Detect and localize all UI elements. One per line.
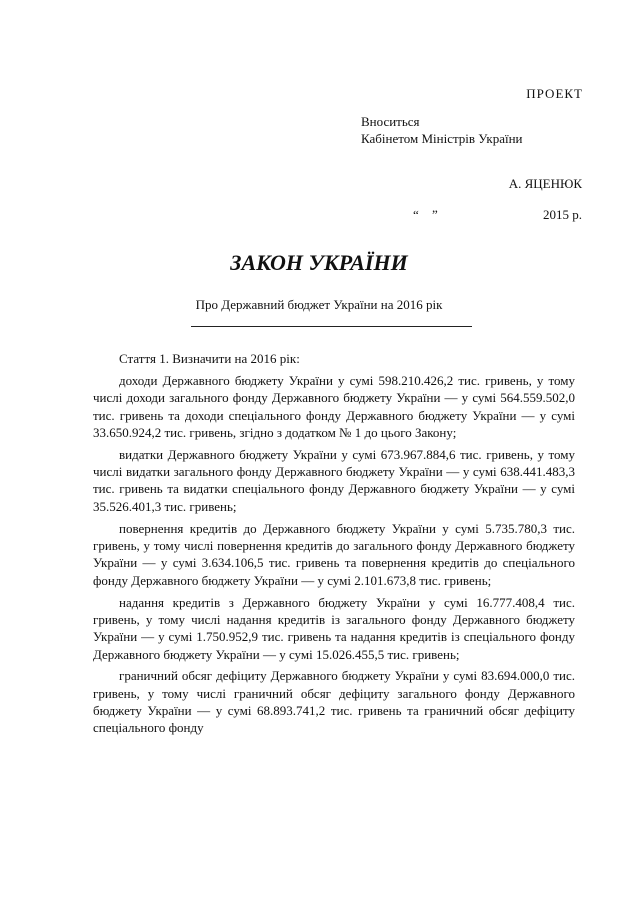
law-subtitle: Про Державний бюджет України на 2016 рік: [195, 297, 443, 312]
submitted-by-cabinet: Кабінетом Міністрів України: [361, 131, 523, 146]
paragraph-loan-repayments: повернення кредитів до Державного бюджету України у сумі 5.735.780,3 тис. гривень, у тому числі повернення кредитів до загального фонду Державного бюджету України — у сумі 3.634.106,5 тис. гривень та повернення кредитів до спеціального фонду Державного бюджету України — у сумі 2.101.673,8 тис. гривень;: [93, 520, 575, 588]
article-heading: Стаття 1. Визначити на 2016 рік:: [119, 351, 300, 366]
title-underline-divider: [191, 326, 472, 327]
signatory-name: А. ЯЦЕНЮК: [508, 176, 582, 191]
paragraph-revenues: доходи Державного бюджету України у сумі 598.210.426,2 тис. гривень, у тому числі доходи загального фонду Державного бюджету України — у сумі 564.559.502,0 тис. гривень та доходи спеціального фонду Державного бюджету України — у сумі 33.650.924,2 тис. гривень, згідно з додатком № 1 до цього Закону;: [93, 372, 575, 440]
submitted-by-line: Вноситься: [361, 114, 420, 129]
date-day-placeholder: “ ”: [413, 207, 438, 222]
law-title: ЗАКОН УКРАЇНИ: [230, 250, 408, 275]
date-year: 2015 р.: [543, 207, 582, 222]
draft-label: ПРОЕКТ: [526, 86, 583, 101]
paragraph-expenditures: видатки Державного бюджету України у сумі 673.967.884,6 тис. гривень, у тому числі видатки загального фонду Державного бюджету України — у сумі 638.441.483,3 тис. гривень та видатки спеціального фонду Державного бюджету України — у сумі 35.526.401,3 тис. гривень;: [93, 446, 575, 514]
paragraph-loans-granted: надання кредитів з Державного бюджету України у сумі 16.777.408,4 тис. гривень, у тому числі надання кредитів із загального фонду Державного бюджету України — у сумі 1.750.952,9 тис. гривень та надання кредитів із спеціального фонду Державного бюджету України — у сумі 15.026.455,5 тис. гривень;: [93, 594, 575, 662]
law-body: [93, 350, 575, 741]
paragraph-deficit-limit: граничний обсяг дефіциту Державного бюджету України у сумі 83.694.000,0 тис. гривень, у тому числі граничний обсяг дефіциту загального фонду Державного бюджету України — у сумі 68.893.741,2 тис. гривень та граничний обсяг дефіциту спеціального фонду: [93, 668, 575, 736]
